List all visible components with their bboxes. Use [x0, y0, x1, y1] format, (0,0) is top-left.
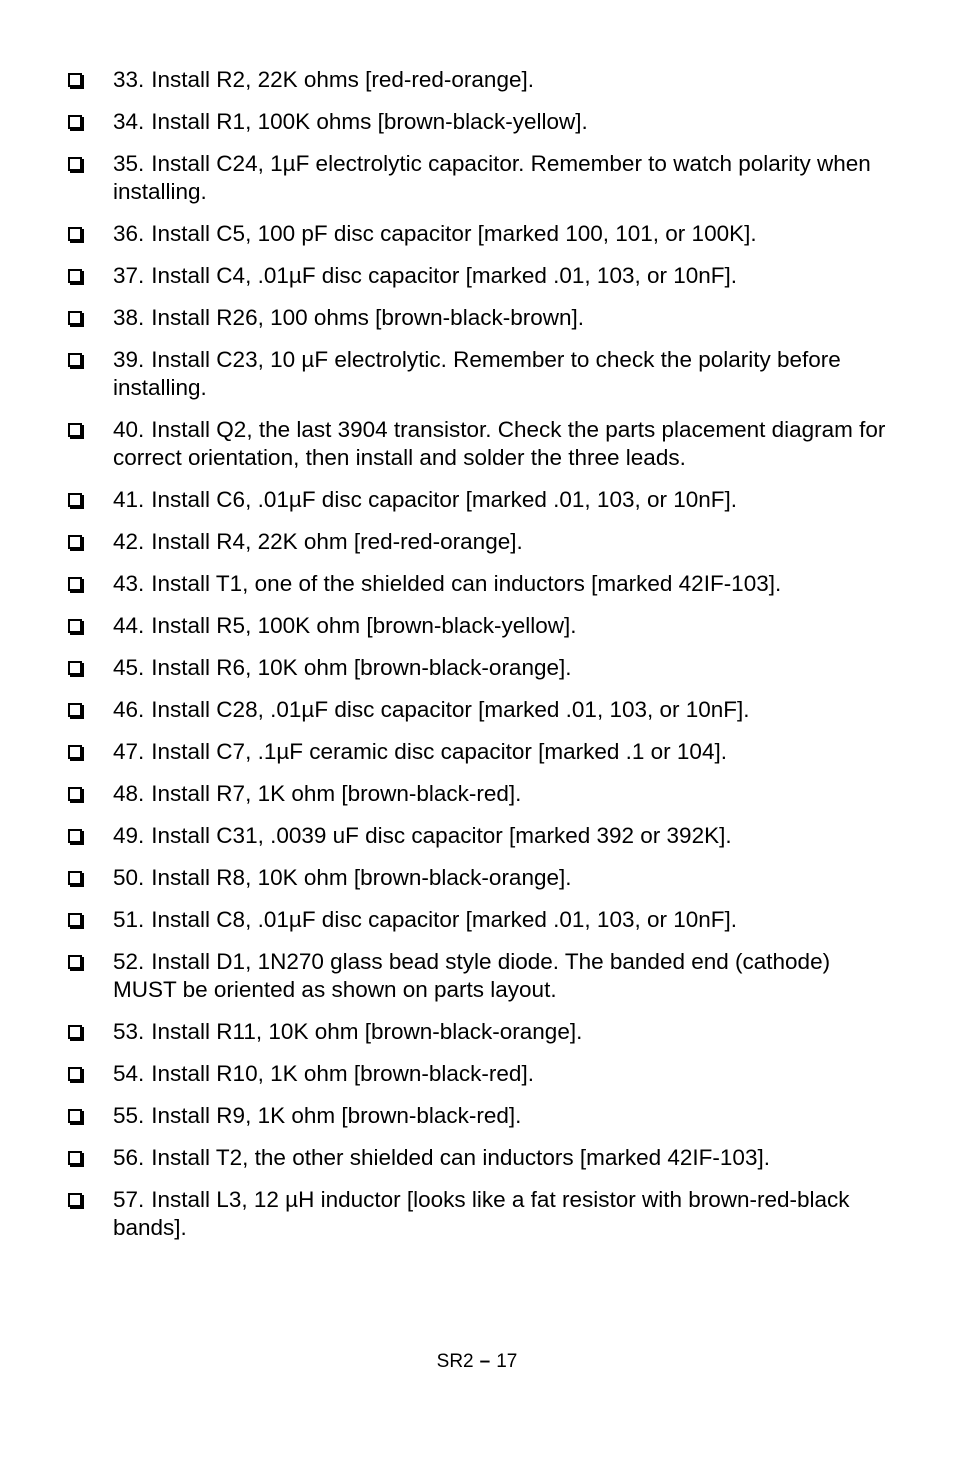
assembly-step	[68, 948, 898, 1004]
checkbox-icon[interactable]	[68, 115, 82, 129]
checkbox-icon[interactable]	[68, 1025, 82, 1039]
step-number: 41.	[113, 487, 145, 512]
step-description: Install C28, .01µF disc capacitor [marked .01, 103, or 10nF].	[151, 697, 750, 722]
assembly-step	[68, 906, 898, 934]
checkbox-icon[interactable]	[68, 913, 82, 927]
checkbox-icon[interactable]	[68, 1193, 82, 1207]
step-text	[113, 220, 898, 248]
checkbox-icon[interactable]	[68, 493, 82, 507]
step-text	[113, 948, 898, 1004]
assembly-step	[68, 528, 898, 556]
step-text	[113, 1186, 898, 1242]
checkbox-icon[interactable]	[68, 661, 82, 675]
assembly-step	[68, 570, 898, 598]
step-description: Install C31, .0039 uF disc capacitor [marked 392 or 392K].	[151, 823, 732, 848]
assembly-step	[68, 654, 898, 682]
assembly-step	[68, 1186, 898, 1242]
checkbox-icon[interactable]	[68, 1067, 82, 1081]
step-number: 54.	[113, 1061, 145, 1086]
step-description: Install C8, .01µF disc capacitor [marked .01, 103, or 10nF].	[151, 907, 738, 932]
step-text	[113, 570, 898, 598]
step-description: Install R11, 10K ohm [brown-black-orange].	[151, 1019, 583, 1044]
step-description: Install R1, 100K ohms [brown-black-yellow].	[151, 109, 588, 134]
step-text	[113, 612, 898, 640]
checkbox-icon[interactable]	[68, 423, 82, 437]
step-text	[113, 696, 898, 724]
step-text	[113, 1102, 898, 1130]
step-number: 47.	[113, 739, 145, 764]
step-number: 43.	[113, 571, 145, 596]
step-description: Install C5, 100 pF disc capacitor [marked 100, 101, or 100K].	[151, 221, 757, 246]
step-description: Install C23, 10 µF electrolytic. Remember to check the polarity before installing.	[113, 347, 841, 400]
assembly-step	[68, 780, 898, 808]
step-number: 53.	[113, 1019, 145, 1044]
step-text	[113, 906, 898, 934]
checkbox-icon[interactable]	[68, 73, 82, 87]
footer-page-number: 17	[496, 1351, 518, 1372]
step-number: 45.	[113, 655, 145, 680]
step-description: Install R4, 22K ohm [red-red-orange].	[151, 529, 523, 554]
step-number: 50.	[113, 865, 145, 890]
step-text	[113, 1060, 898, 1088]
step-description: Install T1, one of the shielded can inductors [marked 42IF-103].	[151, 571, 782, 596]
step-number: 33.	[113, 67, 145, 92]
assembly-step	[68, 66, 898, 94]
assembly-step	[68, 612, 898, 640]
step-description: Install R5, 100K ohm [brown-black-yellow].	[151, 613, 577, 638]
step-number: 35.	[113, 151, 145, 176]
step-text	[113, 654, 898, 682]
checkbox-icon[interactable]	[68, 311, 82, 325]
step-description: Install L3, 12 µH inductor [looks like a fat resistor with brown-red-black bands].	[113, 1187, 850, 1240]
step-number: 52.	[113, 949, 145, 974]
assembly-step	[68, 416, 898, 472]
step-number: 44.	[113, 613, 145, 638]
checkbox-icon[interactable]	[68, 871, 82, 885]
step-number: 39.	[113, 347, 145, 372]
step-text	[113, 66, 898, 94]
checkbox-icon[interactable]	[68, 955, 82, 969]
step-description: Install R6, 10K ohm [brown-black-orange].	[151, 655, 572, 680]
step-number: 51.	[113, 907, 145, 932]
step-number: 36.	[113, 221, 145, 246]
step-number: 57.	[113, 1187, 145, 1212]
step-number: 40.	[113, 417, 145, 442]
page-footer	[0, 1350, 954, 1374]
step-number: 48.	[113, 781, 145, 806]
assembly-step	[68, 1018, 898, 1046]
assembly-step	[68, 696, 898, 724]
step-number: 46.	[113, 697, 145, 722]
step-text	[113, 1018, 898, 1046]
assembly-step	[68, 346, 898, 402]
step-number: 49.	[113, 823, 145, 848]
step-number: 55.	[113, 1103, 145, 1128]
step-description: Install R8, 10K ohm [brown-black-orange].	[151, 865, 572, 890]
step-text	[113, 738, 898, 766]
step-text	[113, 108, 898, 136]
checkbox-icon[interactable]	[68, 269, 82, 283]
checkbox-icon[interactable]	[68, 353, 82, 367]
step-text	[113, 1144, 898, 1172]
checkbox-icon[interactable]	[68, 703, 82, 717]
checkbox-icon[interactable]	[68, 787, 82, 801]
step-text	[113, 822, 898, 850]
step-text	[113, 150, 898, 206]
step-text	[113, 864, 898, 892]
assembly-step	[68, 150, 898, 206]
assembly-step	[68, 108, 898, 136]
step-number: 56.	[113, 1145, 145, 1170]
step-text	[113, 528, 898, 556]
step-number: 42.	[113, 529, 145, 554]
assembly-step	[68, 304, 898, 332]
step-text	[113, 780, 898, 808]
step-description: Install R7, 1K ohm [brown-black-red].	[151, 781, 522, 806]
checkbox-icon[interactable]	[68, 1151, 82, 1165]
footer-doc-id: SR2	[436, 1351, 474, 1372]
step-description: Install C24, 1µF electrolytic capacitor. Remember to watch polarity when installing.	[113, 151, 871, 204]
step-text	[113, 346, 898, 402]
step-description: Install R2, 22K ohms [red-red-orange].	[151, 67, 534, 92]
step-number: 34.	[113, 109, 145, 134]
step-description: Install R9, 1K ohm [brown-black-red].	[151, 1103, 522, 1128]
assembly-step	[68, 822, 898, 850]
step-description: Install D1, 1N270 glass bead style diode. The banded end (cathode) MUST be oriented as shown on parts layout.	[113, 949, 831, 1002]
step-description: Install C6, .01µF disc capacitor [marked .01, 103, or 10nF].	[151, 487, 738, 512]
assembly-step	[68, 486, 898, 514]
assembly-step	[68, 262, 898, 290]
step-description: Install R10, 1K ohm [brown-black-red].	[151, 1061, 534, 1086]
step-text	[113, 486, 898, 514]
step-number: 38.	[113, 305, 145, 330]
checkbox-icon[interactable]	[68, 227, 82, 241]
step-description: Install Q2, the last 3904 transistor. Check the parts placement diagram for correct orientation, then install and solder the three leads.	[113, 417, 886, 470]
checkbox-icon[interactable]	[68, 535, 82, 549]
step-text	[113, 262, 898, 290]
assembly-step	[68, 1144, 898, 1172]
checkbox-icon[interactable]	[68, 745, 82, 759]
step-description: Install C7, .1µF ceramic disc capacitor [marked .1 or 104].	[151, 739, 727, 764]
assembly-step	[68, 1060, 898, 1088]
checkbox-icon[interactable]	[68, 157, 82, 171]
assembly-step	[68, 1102, 898, 1130]
assembly-step	[68, 738, 898, 766]
footer-dash: –	[479, 1351, 491, 1372]
assembly-step	[68, 864, 898, 892]
assembly-step-list	[68, 66, 898, 1256]
assembly-step	[68, 220, 898, 248]
step-number: 37.	[113, 263, 145, 288]
checkbox-icon[interactable]	[68, 1109, 82, 1123]
step-text	[113, 304, 898, 332]
step-description: Install R26, 100 ohms [brown-black-brown].	[151, 305, 584, 330]
checkbox-icon[interactable]	[68, 619, 82, 633]
checkbox-icon[interactable]	[68, 577, 82, 591]
step-text	[113, 416, 898, 472]
step-description: Install T2, the other shielded can inductors [marked 42IF-103].	[151, 1145, 770, 1170]
checkbox-icon[interactable]	[68, 829, 82, 843]
step-description: Install C4, .01µF disc capacitor [marked .01, 103, or 10nF].	[151, 263, 738, 288]
